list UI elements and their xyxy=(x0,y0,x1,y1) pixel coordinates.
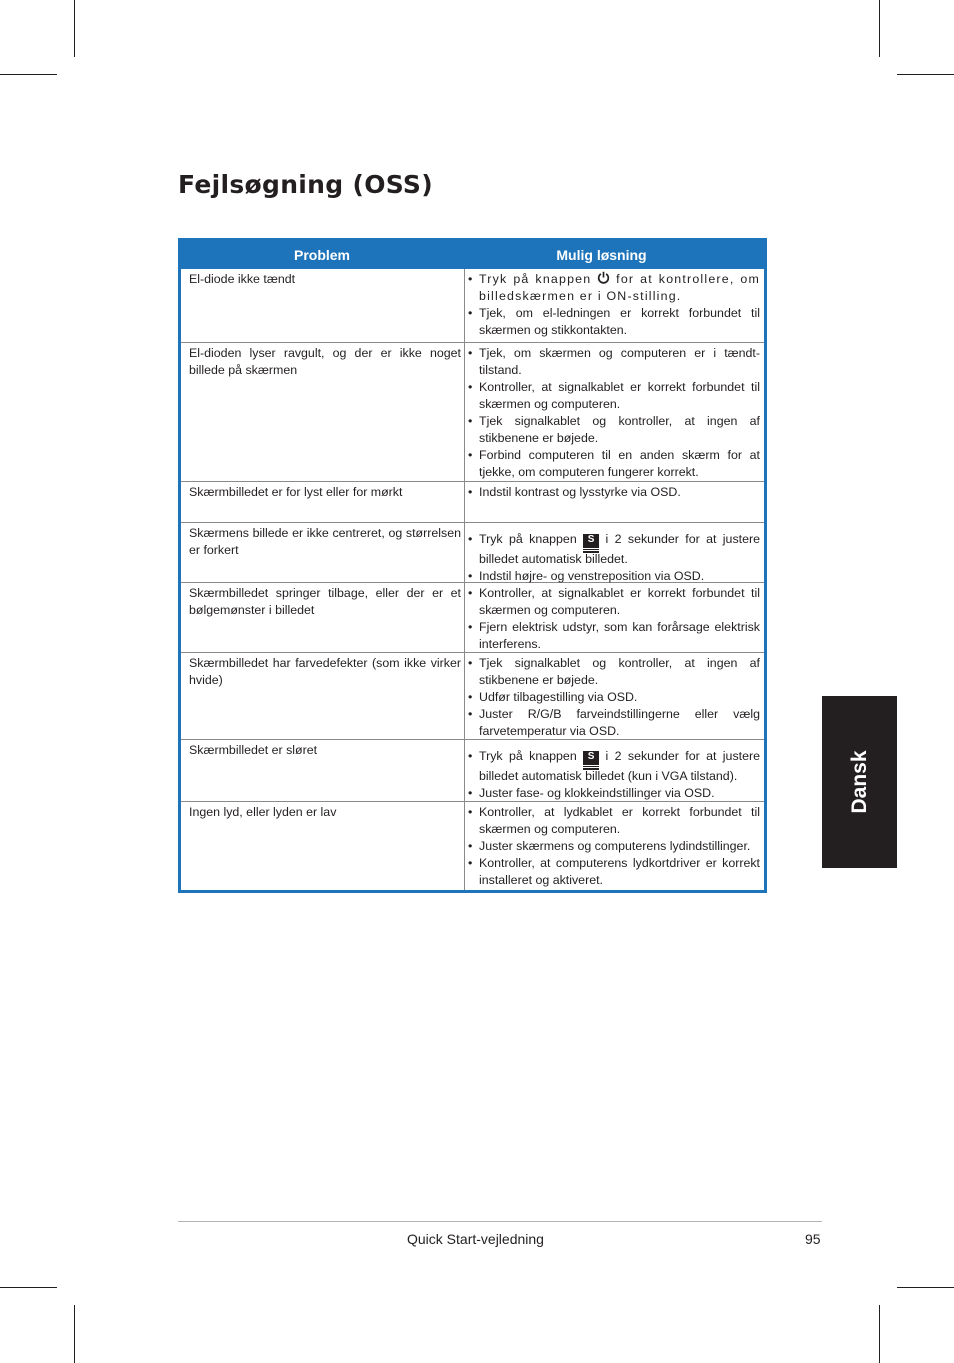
solution-item: • Kontroller, at signalkablet er korrekt forbundet til skærmen og computeren. xyxy=(465,379,760,413)
s-key-icon: S xyxy=(583,751,599,768)
solution-item: • Juster skærmens og computerens lydindstillinger. xyxy=(465,838,760,855)
table-header xyxy=(181,241,764,269)
problem-cell: Skærmbilledet er for lyst eller for mørkt xyxy=(181,482,465,522)
table-body xyxy=(181,269,764,890)
problem-cell: El-dioden lyser ravgult, og der er ikke noget billede på skærmen xyxy=(181,343,465,481)
language-tab xyxy=(822,696,897,868)
solution-item: • Kontroller, at signalkablet er korrekt forbundet til skærmen og computeren. xyxy=(465,585,760,619)
table-row xyxy=(181,582,764,652)
solution-list xyxy=(465,748,760,802)
problem-cell: Skærmens billede er ikke centreret, og størrelsen er forkert xyxy=(181,523,465,582)
solution-cell xyxy=(465,802,764,890)
solution-cell xyxy=(465,740,764,801)
crop-mark xyxy=(74,1305,75,1363)
solution-list xyxy=(465,345,760,481)
solution-item: • Udfør tilbagestilling via OSD. xyxy=(465,689,760,706)
crop-mark xyxy=(74,0,75,57)
problem-cell: Skærmbilledet er sløret xyxy=(181,740,465,801)
power-icon xyxy=(597,272,610,286)
language-tab-label: Dansk xyxy=(847,750,871,814)
table-row xyxy=(181,342,764,481)
solution-item: • Forbind computeren til en anden skærm for at tjekke, om computeren fungerer korrekt. xyxy=(465,447,760,481)
page-number: 95 xyxy=(805,1231,821,1247)
solution-list xyxy=(465,804,760,889)
problem-cell: Skærmbilledet har farvedefekter (som ikke virker hvide) xyxy=(181,653,465,739)
crop-mark xyxy=(0,74,57,75)
solution-item: • Kontroller, at computerens lydkortdriver er korrekt installeret og aktiveret. xyxy=(465,855,760,889)
solution-list xyxy=(465,271,760,339)
solution-cell xyxy=(465,343,764,481)
crop-mark xyxy=(879,0,880,57)
solution-list xyxy=(465,655,760,740)
solution-cell xyxy=(465,583,764,652)
solution-item: • Tryk på knappen S i 2 sekunder for at justere billedet automatisk billedet. xyxy=(465,531,760,568)
solution-item: • Kontroller, at lydkablet er korrekt forbundet til skærmen og computeren. xyxy=(465,804,760,838)
header-problem: Problem xyxy=(293,247,350,263)
crop-mark xyxy=(0,1287,57,1288)
solution-item: • Fjern elektrisk udstyr, som kan forårsage elektrisk interferens. xyxy=(465,619,760,653)
s-key-icon: S xyxy=(583,534,599,551)
solution-item: • Juster R/G/B farveindstillingerne eller vælg farvetemperatur via OSD. xyxy=(465,706,760,740)
solution-item: • Tjek, om el-ledningen er korrekt forbundet til skærmen og stikkontakten. xyxy=(465,305,760,339)
solution-cell xyxy=(465,653,764,739)
page-title: Fejlsøgning (OSS) xyxy=(178,170,433,199)
crop-mark xyxy=(897,1287,954,1288)
solution-item: • Indstil kontrast og lysstyrke via OSD. xyxy=(465,484,760,501)
table-row xyxy=(181,801,764,890)
solution-cell xyxy=(465,269,764,342)
solution-item: • Tjek signalkablet og kontroller, at ingen af stikbenene er bøjede. xyxy=(465,413,760,447)
solution-item: • Tjek, om skærmen og computeren er i tændt-tilstand. xyxy=(465,345,760,379)
problem-cell: El-diode ikke tændt xyxy=(181,269,465,342)
table-row xyxy=(181,739,764,801)
table-row xyxy=(181,652,764,739)
solution-item: • Tryk på knappen S i 2 sekunder for at justere billedet automatisk billedet (kun i VGA tilstand). xyxy=(465,748,760,785)
footer-rule xyxy=(178,1221,822,1222)
troubleshooting-table xyxy=(178,238,767,893)
solution-cell xyxy=(465,482,764,522)
crop-mark xyxy=(879,1305,880,1363)
footer-guide-title: Quick Start-vejledning xyxy=(407,1231,544,1247)
solution-list xyxy=(465,585,760,653)
problem-cell: Ingen lyd, eller lyden er lav xyxy=(181,802,465,890)
crop-mark xyxy=(897,74,954,75)
problem-cell: Skærmbilledet springer tilbage, eller der er et bølgemønster i billedet xyxy=(181,583,465,652)
solution-cell xyxy=(465,523,764,582)
table-row xyxy=(181,481,764,522)
solution-item: • Indstil højre- og venstreposition via OSD. xyxy=(465,568,760,585)
table-row xyxy=(181,522,764,582)
solution-item: • Tryk på knappen for at kontrollere, om billedskærmen er i ON-stilling. xyxy=(465,271,760,305)
solution-list xyxy=(465,531,760,585)
solution-list xyxy=(465,484,760,501)
solution-item: • Tjek signalkablet og kontroller, at ingen af stikbenene er bøjede. xyxy=(465,655,760,689)
table-row xyxy=(181,269,764,342)
header-solution: Mulig løsning xyxy=(556,247,647,263)
solution-item: • Juster fase- og klokkeindstillinger via OSD. xyxy=(465,785,760,802)
